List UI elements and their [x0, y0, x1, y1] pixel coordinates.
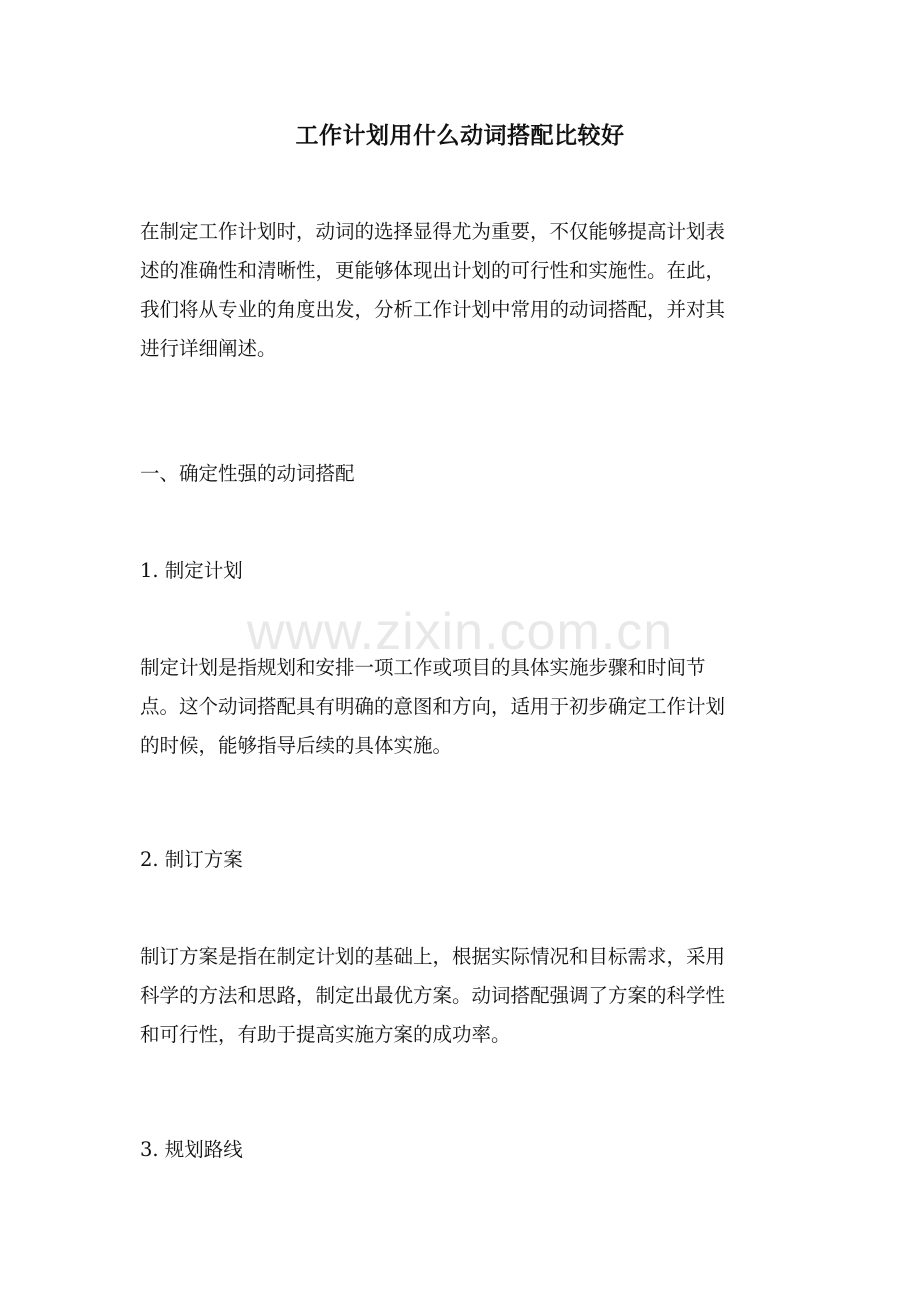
document-title: 工作计划用什么动词搭配比较好 — [295, 122, 625, 149]
item-1-line: 点。这个动词搭配具有明确的意图和方向，适用于初步确定工作计划 — [140, 695, 726, 718]
intro-line: 述的准确性和清晰性，更能够体现出计划的可行性和实施性。在此， — [140, 259, 726, 282]
watermark: www.zixin.com.cn — [246, 603, 674, 661]
item-heading-1: 1. 制定计划 — [140, 559, 243, 582]
intro-line: 在制定工作计划时，动词的选择显得尤为重要，不仅能够提高计划表 — [140, 220, 726, 243]
item-2-line: 科学的方法和思路，制定出最优方案。动词搭配强调了方案的科学性 — [140, 984, 726, 1007]
section-heading: 一、确定性强的动词搭配 — [140, 462, 355, 485]
intro-line: 我们将从专业的角度出发，分析工作计划中常用的动词搭配，并对其 — [140, 298, 726, 321]
item-heading-3: 3. 规划路线 — [140, 1138, 243, 1161]
item-1-line: 制定计划是指规划和安排一项工作或项目的具体实施步骤和时间节 — [140, 656, 706, 679]
intro-paragraph — [140, 212, 800, 368]
item-2-line: 和可行性，有助于提高实施方案的成功率。 — [140, 1023, 511, 1046]
item-2-paragraph — [140, 937, 800, 1054]
item-1-paragraph — [140, 648, 800, 765]
item-1-line: 的时候，能够指导后续的具体实施。 — [140, 734, 453, 757]
item-2-line: 制订方案是指在制定计划的基础上，根据实际情况和目标需求，采用 — [140, 945, 726, 968]
item-heading-2: 2. 制订方案 — [140, 848, 243, 871]
intro-line: 进行详细阐述。 — [140, 337, 277, 360]
